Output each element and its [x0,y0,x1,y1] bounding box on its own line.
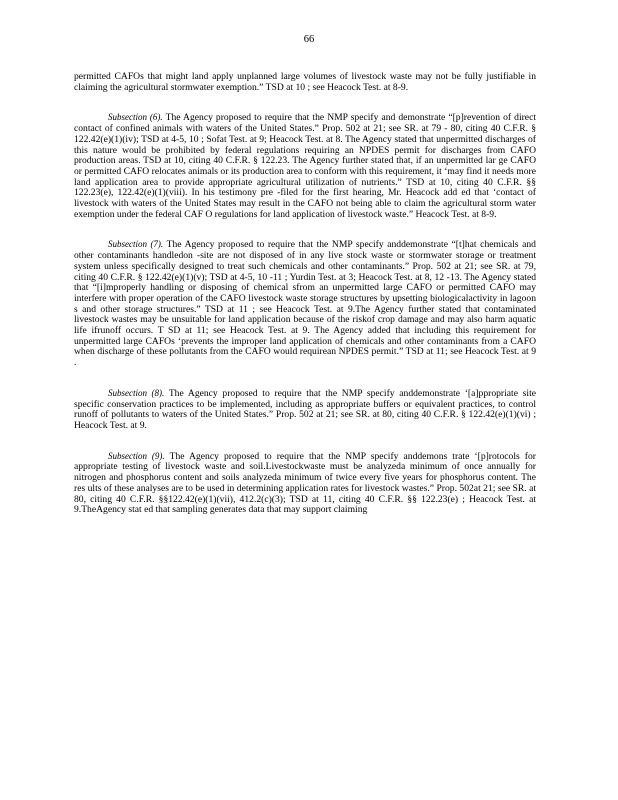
subsection-heading: Subsection (9). [108,450,165,461]
paragraph-text: The Agency proposed to require that the NMP specify and demonstrate “[p]revention of direct contact of confined animals with waters of the United States.” Prop. 502 at 21; see SR. at 79 - 80, citing 40 C.F.R. § 122.42(e)(1)(iv); TSD at 4-5, 10 ; Sofat Test. at 9; Heacock Test. at 8. The Agency stated that unpermitted discharges of this nature would be prohibited by federal regulations requiring an NPDES permit for discharges from CAFO production areas. TSD at 10, citing 40 C.F.R. § 122.23. The Agency further stated that, if an unpermitted lar ge CAFO or permitted CAFO relocates animals or its production area to conform with this requirement, it ‘may find it needs more land application area to provide appropriate agricultural utilization of nutrients.” TSD at 10, citing 40 C.F.R. §§ 122.23(e), 122.42(e)(1)(viii). In his testimony pre -filed for the first hearing, Mr. Heacock add ed that ‘contact of livestock with waters of the United States may result in the CAFO not being able to claim the agricultural storm water exemption under the federal CAF O regulations for land application of livestock waste.” Heacock Test. at 8-9. [74,112,536,220]
paragraph-text: The Agency proposed to require that the NMP specify anddemonstrate ‘[a]ppropriate site specific conservation practices to be implemented, including as appropriate buffers or equivalent practices, to control runoff of pollutants to waters of the United States.” Prop. 502 at 21; see SR. at 80, citing 40 C.F.R. § 122.42(e)(1)(vi) ; Heacock Test. at 9. [74,387,536,431]
paragraph-subsection-9 [74,451,536,516]
paragraph-text: permitted CAFOs that might land apply unplanned large volumes of livestock waste may not be fully justifiable in claiming the agricultural stormwater exemption.” TSD at 10 ; see Heacock Test. at 8-9. [74,71,536,93]
page-number: 66 [303,34,315,45]
document-body [74,72,536,535]
paragraph-subsection-8 [74,388,536,432]
paragraph-text: The Agency proposed to require that the NMP specify anddemons trate ‘[p]rotocols for appropriate testing of livestock waste and soil.Livestockwaste must be analyzeda minimum of once annually for nitrogen and phosphorus content and soils analyzeda minimum of twice every five years for phosphorus content. The res ults of these analyses are to be used in determining application rates for livestock wastes.” Prop. 502at 21; see SR. at 80, citing 40 C.F.R. §§122.42(e)(1)(vii), 412.2(c)(3); TSD at 11, citing 40 C.F.R. §§ 122.23(e) ; Heacock Test. at 9.TheAgency stat ed that sampling generates data that may support claiming [74,450,536,516]
subsection-heading: Subsection (7). [108,239,164,250]
subsection-heading: Subsection (6). [108,112,163,123]
subsection-heading: Subsection (8). [108,387,165,398]
paragraph-text: The Agency proposed to require that the NMP specify anddemonstrate “[t]hat chemicals and other contaminants handledon -site are not disposed of in any live stock waste or stormwater storage or treatment system unless specifically designed to treat such chemicals and other contaminants.” Prop. 502 at 21; see SR. at 79, citing 40 C.F.R. § 122.42(e)(1)(v); TSD at 4-5, 10 -11 ; Yurdin Test. at 3; Heacock Test. at 8, 12 -13. The Agency stated that “[i]mproperly handling or disposing of chemical sfrom an unpermitted large CAFO or permitted CAFO may interfere with proper operation of the CAFO livestock waste storage structures by upsetting biologicalactivity in lagoon s and other storage structures.” TSD at 11 ; see Heacock Test. at 9.The Agency further stated that contaminated livestock wastes may be unsuitable for land application because of the riskof crop damage and may also harm aquatic life ifrunoff occurs. T SD at 11; see Heacock Test. at 9. The Agency added that including this requirement for unpermitted large CAFOs ‘prevents the improper land application of chemicals and other contaminants from a CAFO when discharge of these pollutants from the CAFO would requirean NPDES permit.” TSD at 11; see Heacock Test. at 9 . [74,239,536,369]
paragraph-continuation [74,72,536,93]
paragraph-subsection-6 [74,112,536,220]
paragraph-subsection-7 [74,239,536,368]
